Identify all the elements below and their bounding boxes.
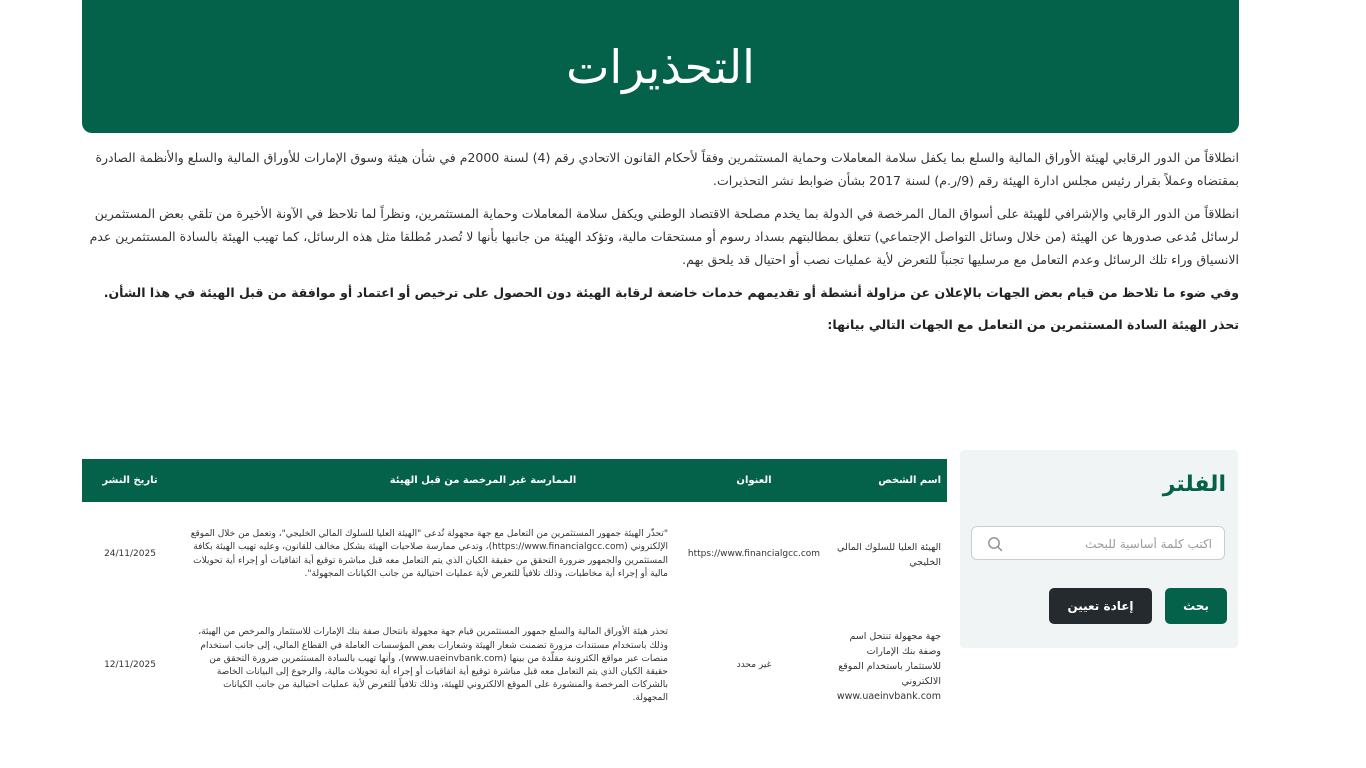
cell-date: 24/11/2025 — [104, 548, 156, 559]
cell-address: https://www.financialgcc.com — [687, 548, 821, 559]
cell-name: الهيئة العليا للسلوك المالي الخليجي — [837, 541, 941, 568]
intro-section — [88, 146, 1239, 345]
filter-title: الفلتر — [1162, 472, 1226, 497]
cell-practice: "تحذّر الهيئة جمهور المستثمرين من التعامل مع جهة مجهولة تُدعى "الهيئة العليا للسلوك المالي الخليجي"، وتعمل من خلال الموقع الإلكتروني (https://www.financialgcc.com)، وتدعي ممارسة صلاحيات الهيئة بشكل مخالف للقانون، وعليه تهيب الهيئة بكافة المستثمرين والجمهور ضرورة التحقق من حقيقة الكيان الذي يتم التعامل معه قبل مباشرة توقيع أية اتفاقيات أو إجراء أية تحويلات مالية أو إجراء أية مخاطبات، وذلك تلافياً للتعرض لأية عمليات احتيالية من جانب الكيانات المجهولة". — [190, 529, 668, 579]
intro-paragraph-1: انطلاقاً من الدور الرقابي لهيئة الأوراق المالية والسلع بما يكفل سلامة المعاملات وحماية المستثمرين وفقاً لأحكام القانون الاتحادي رقم (4) لسنة 2000م في شأن هيئة وسوق الإمارات للأوراق المالية والسلع والأنظمة الصادرة بمقتضاه وعملاً بقرار رئيس مجلس ادارة الهيئة رقم (9/ر.م) لسنة 2017 بشأن ضوابط نشر التحذيرات. — [95, 150, 1239, 188]
cell-date: 12/11/2025 — [104, 660, 156, 671]
filter-panel — [960, 450, 1238, 648]
search-icon[interactable] — [986, 535, 1004, 553]
header-name: اسم الشخص — [878, 475, 941, 486]
table-row — [82, 502, 947, 607]
warnings-table — [82, 459, 947, 725]
header-date: تاريخ النشر — [102, 475, 158, 486]
search-box — [971, 526, 1225, 560]
reset-button[interactable]: إعادة تعيين — [1049, 588, 1152, 624]
search-input[interactable] — [1010, 527, 1214, 561]
header-address: العنوان — [736, 475, 772, 486]
cell-practice: تحذر هيئة الأوراق المالية والسلع جمهور المستثمرين قيام جهة مجهولة بانتحال صفة بنك الإمارات للاستثمار والمرخص من الهيئة، وذلك باستخدام مستندات مزورة تضمنت شعار الهيئة وشعارات بعض المؤسسات العاملة في القطاع المالي، إلى جانب استخدام منصات عبر مواقع الكترونية مقلّدة من بينها (www.uaeinvbank.com)، وأنها تهيب بالسادة المستثمرين ضرورة التحقق من حقيقة الكيان الذي يتم التعامل معه قبل مباشرة توقيع أية اتفاقيات أو إجراء أية تحويلات مالية، والرجوع إلى البيانات الخاصة بالشركات المرخصة والمنشورة على الموقع الالكتروني للهيئة، وذلك تلافياً للتعرض لأية عمليات احتيالية من جانب الكيانات المجهولة. — [198, 627, 668, 704]
warning-statement: تحذر الهيئة السادة المستثمرين من التعامل مع الجهات التالي بيانها: — [827, 317, 1239, 332]
search-button[interactable]: بحث — [1165, 588, 1227, 624]
table-header — [82, 459, 947, 502]
cell-address: غير محدد — [736, 660, 772, 671]
table-row — [82, 607, 947, 725]
intro-paragraph-3: وفي ضوء ما تلاحظ من قيام بعض الجهات بالإعلان عن مزاولة أنشطة أو تقديمهم خدمات خاضعة لرقابة الهيئة دون الحصول على ترخيص أو اعتماد أو موافقة من قبل الهيئة في هذا الشأن. — [103, 285, 1239, 300]
page-header-banner — [82, 0, 1239, 133]
page-title: التحذيرات — [566, 39, 755, 94]
cell-name: جهة مجهولة تنتحل اسم وصفة بنك الإمارات للاستثمار باستخدام الموقع الالكتروني www.uaeinvbank.com — [836, 630, 941, 702]
header-practice: الممارسة غير المرخصة من قبل الهيئة — [389, 475, 577, 486]
intro-paragraph-2: انطلاقاً من الدور الرقابي والإشرافي للهيئة على أسواق المال المرخصة في الدولة بما يخدم مصلحة الاقتصاد الوطني ويكفل سلامة المعاملات وحماية المستثمرين، ونظراً لما تلاحظ في الآونة الأخيرة من تلقي بعض المستثمرين لرسائل مُدعى صدورها عن الهيئة (من خلال وسائل التواصل الإجتماعي) تتعلق بمطالبتهم بسداد رسوم أو مستحقات مالية، وتؤكد الهيئة من جانبها بأنها لا تُصدر مُطلقا مثل هذه الرسائل، كما تهيب الهيئة بالسادة المستثمرين عدم الانسياق وراء تلك الرسائل وعدم التعامل مع مرسليها تجنباً للتعرض لأية عمليات نصب أو احتيال قد يلحق بهم. — [89, 206, 1239, 267]
